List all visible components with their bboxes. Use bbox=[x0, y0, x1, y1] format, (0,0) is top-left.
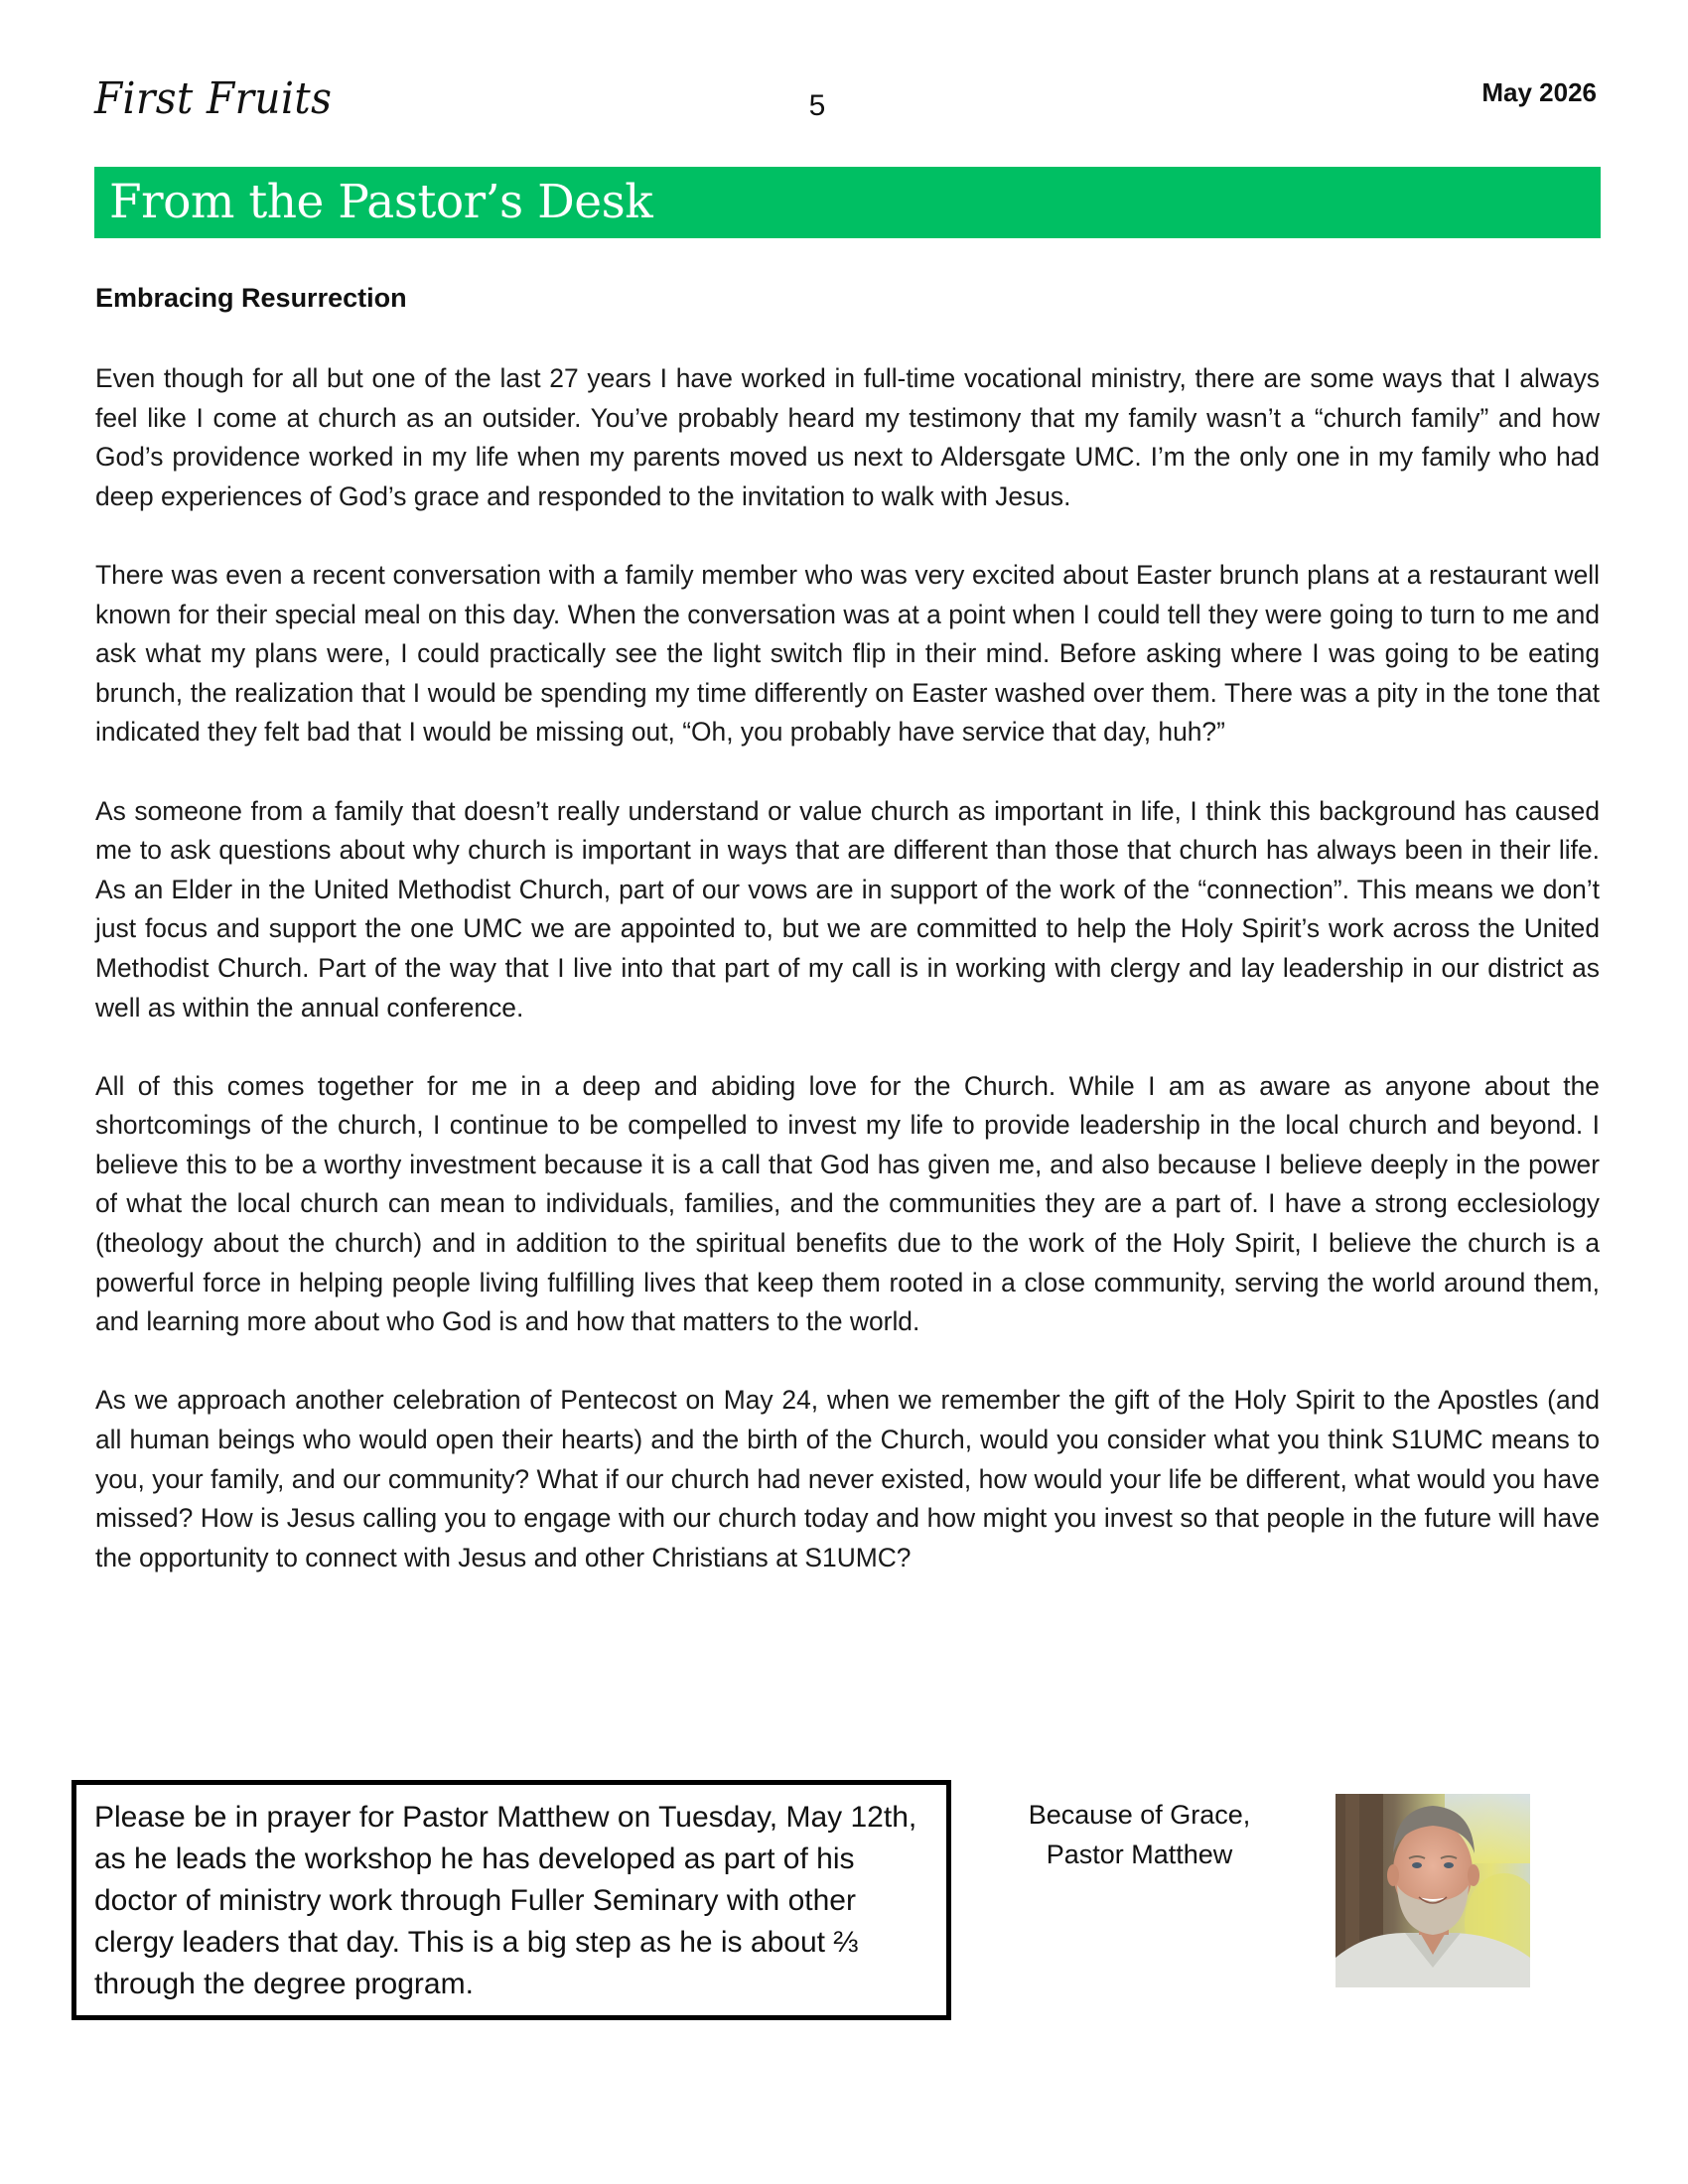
article-paragraph: As someone from a family that doesn’t really understand or value church as important in life, I think this background has caused me to ask questions about why church is important in ways that are different than those that church has always been in their life. As an Elder in the United Methodist Church, part of our vows are in support of the work of the “connection”. This means we don’t just focus and support the one UMC we are appointed to, but we are committed to help the Holy Spirit’s work across the United Methodist Church. Part of the way that I live into that part of my call is in working with clergy and lay leadership in our district as well as within the annual conference. bbox=[95, 795, 1600, 1023]
portrait-image bbox=[1336, 1794, 1530, 1987]
section-banner bbox=[94, 167, 1601, 238]
signature-name: Pastor Matthew bbox=[1046, 1840, 1233, 1869]
article-paragraph: Even though for all but one of the last 27 years I have worked in full-time vocational ministry, there are some ways that I always feel like I come at church as an outsider. You’ve probably heard my testimony that my family wasn’t a “church family” and how God’s providence worked in my life when my parents moved us next to Aldersgate UMC. I’m the only one in my family who had deep experiences of God’s grace and responded to the invitation to walk with Jesus. bbox=[95, 363, 1600, 511]
article-paragraph: There was even a recent conversation with a family member who was very excited about Easter brunch plans at a restaurant well known for their special meal on this day. When the conversation was at a point when I could tell they were going to turn to me and ask what my plans were, I could practically see the light switch flip in their mind. Before asking where I was going to be eating brunch, the realization that I would be spending my time differently on Easter washed over them. There was a pity in the tone that indicated they felt bad that I would be missing out, “Oh, you probably have service that day, huh?” bbox=[95, 559, 1600, 748]
prayer-request-box bbox=[71, 1780, 951, 2020]
signature-block bbox=[1003, 1795, 1276, 1874]
issue-date: May 2026 bbox=[1481, 77, 1597, 107]
signature-closing: Because of Grace, bbox=[1028, 1800, 1251, 1830]
article-paragraph: As we approach another celebration of Pentecost on May 24, when we remember the gift of the Holy Spirit to the Apostles (and all human beings who would open their hearts) and the birth of the Church, would you consider what you think S1UMC means to you, your family, and our community? What if our church had never existed, how would your life be different, what would you have missed? How is Jesus calling you to engage with our church today and how might you invest so that people in the future will have the opportunity to connect with Jesus and other Christians at S1UMC? bbox=[95, 1385, 1600, 1572]
article-heading: Embracing Resurrection bbox=[95, 283, 407, 313]
pastor-photo bbox=[1336, 1794, 1530, 1987]
article-paragraph: All of this comes together for me in a deep and abiding love for the Church. While I am as aware as anyone about the shortcomings of the church, I continue to be compelled to invest my life to provide leadership in the local church and beyond. I believe this to be a worthy investment because it is a call that God has given me, and also because I believe deeply in the power of what the local church can mean to individuals, families, and the communities they are a part of. I have a strong ecclesiology (theology about the church) and in addition to the spiritual benefits due to the work of the Holy Spirit, I believe the church is a powerful force in helping people living fulfilling lives that keep them rooted in a close community, serving the world around them, and learning more about who God is and how that matters to the world. bbox=[95, 1070, 1600, 1337]
article-body bbox=[95, 359, 1600, 1617]
newsletter-title: First Fruits bbox=[94, 73, 333, 124]
prayer-request-text: Please be in prayer for Pastor Matthew on Tuesday, May 12th, as he leads the workshop he has developed as part of his doctor of ministry work through Fuller Seminary with other clergy leaders that day. This is a big step as he is about ⅔ through the degree program. bbox=[94, 1801, 917, 2000]
page-number: 5 bbox=[808, 89, 826, 122]
section-title: From the Pastor’s Desk bbox=[109, 175, 653, 229]
